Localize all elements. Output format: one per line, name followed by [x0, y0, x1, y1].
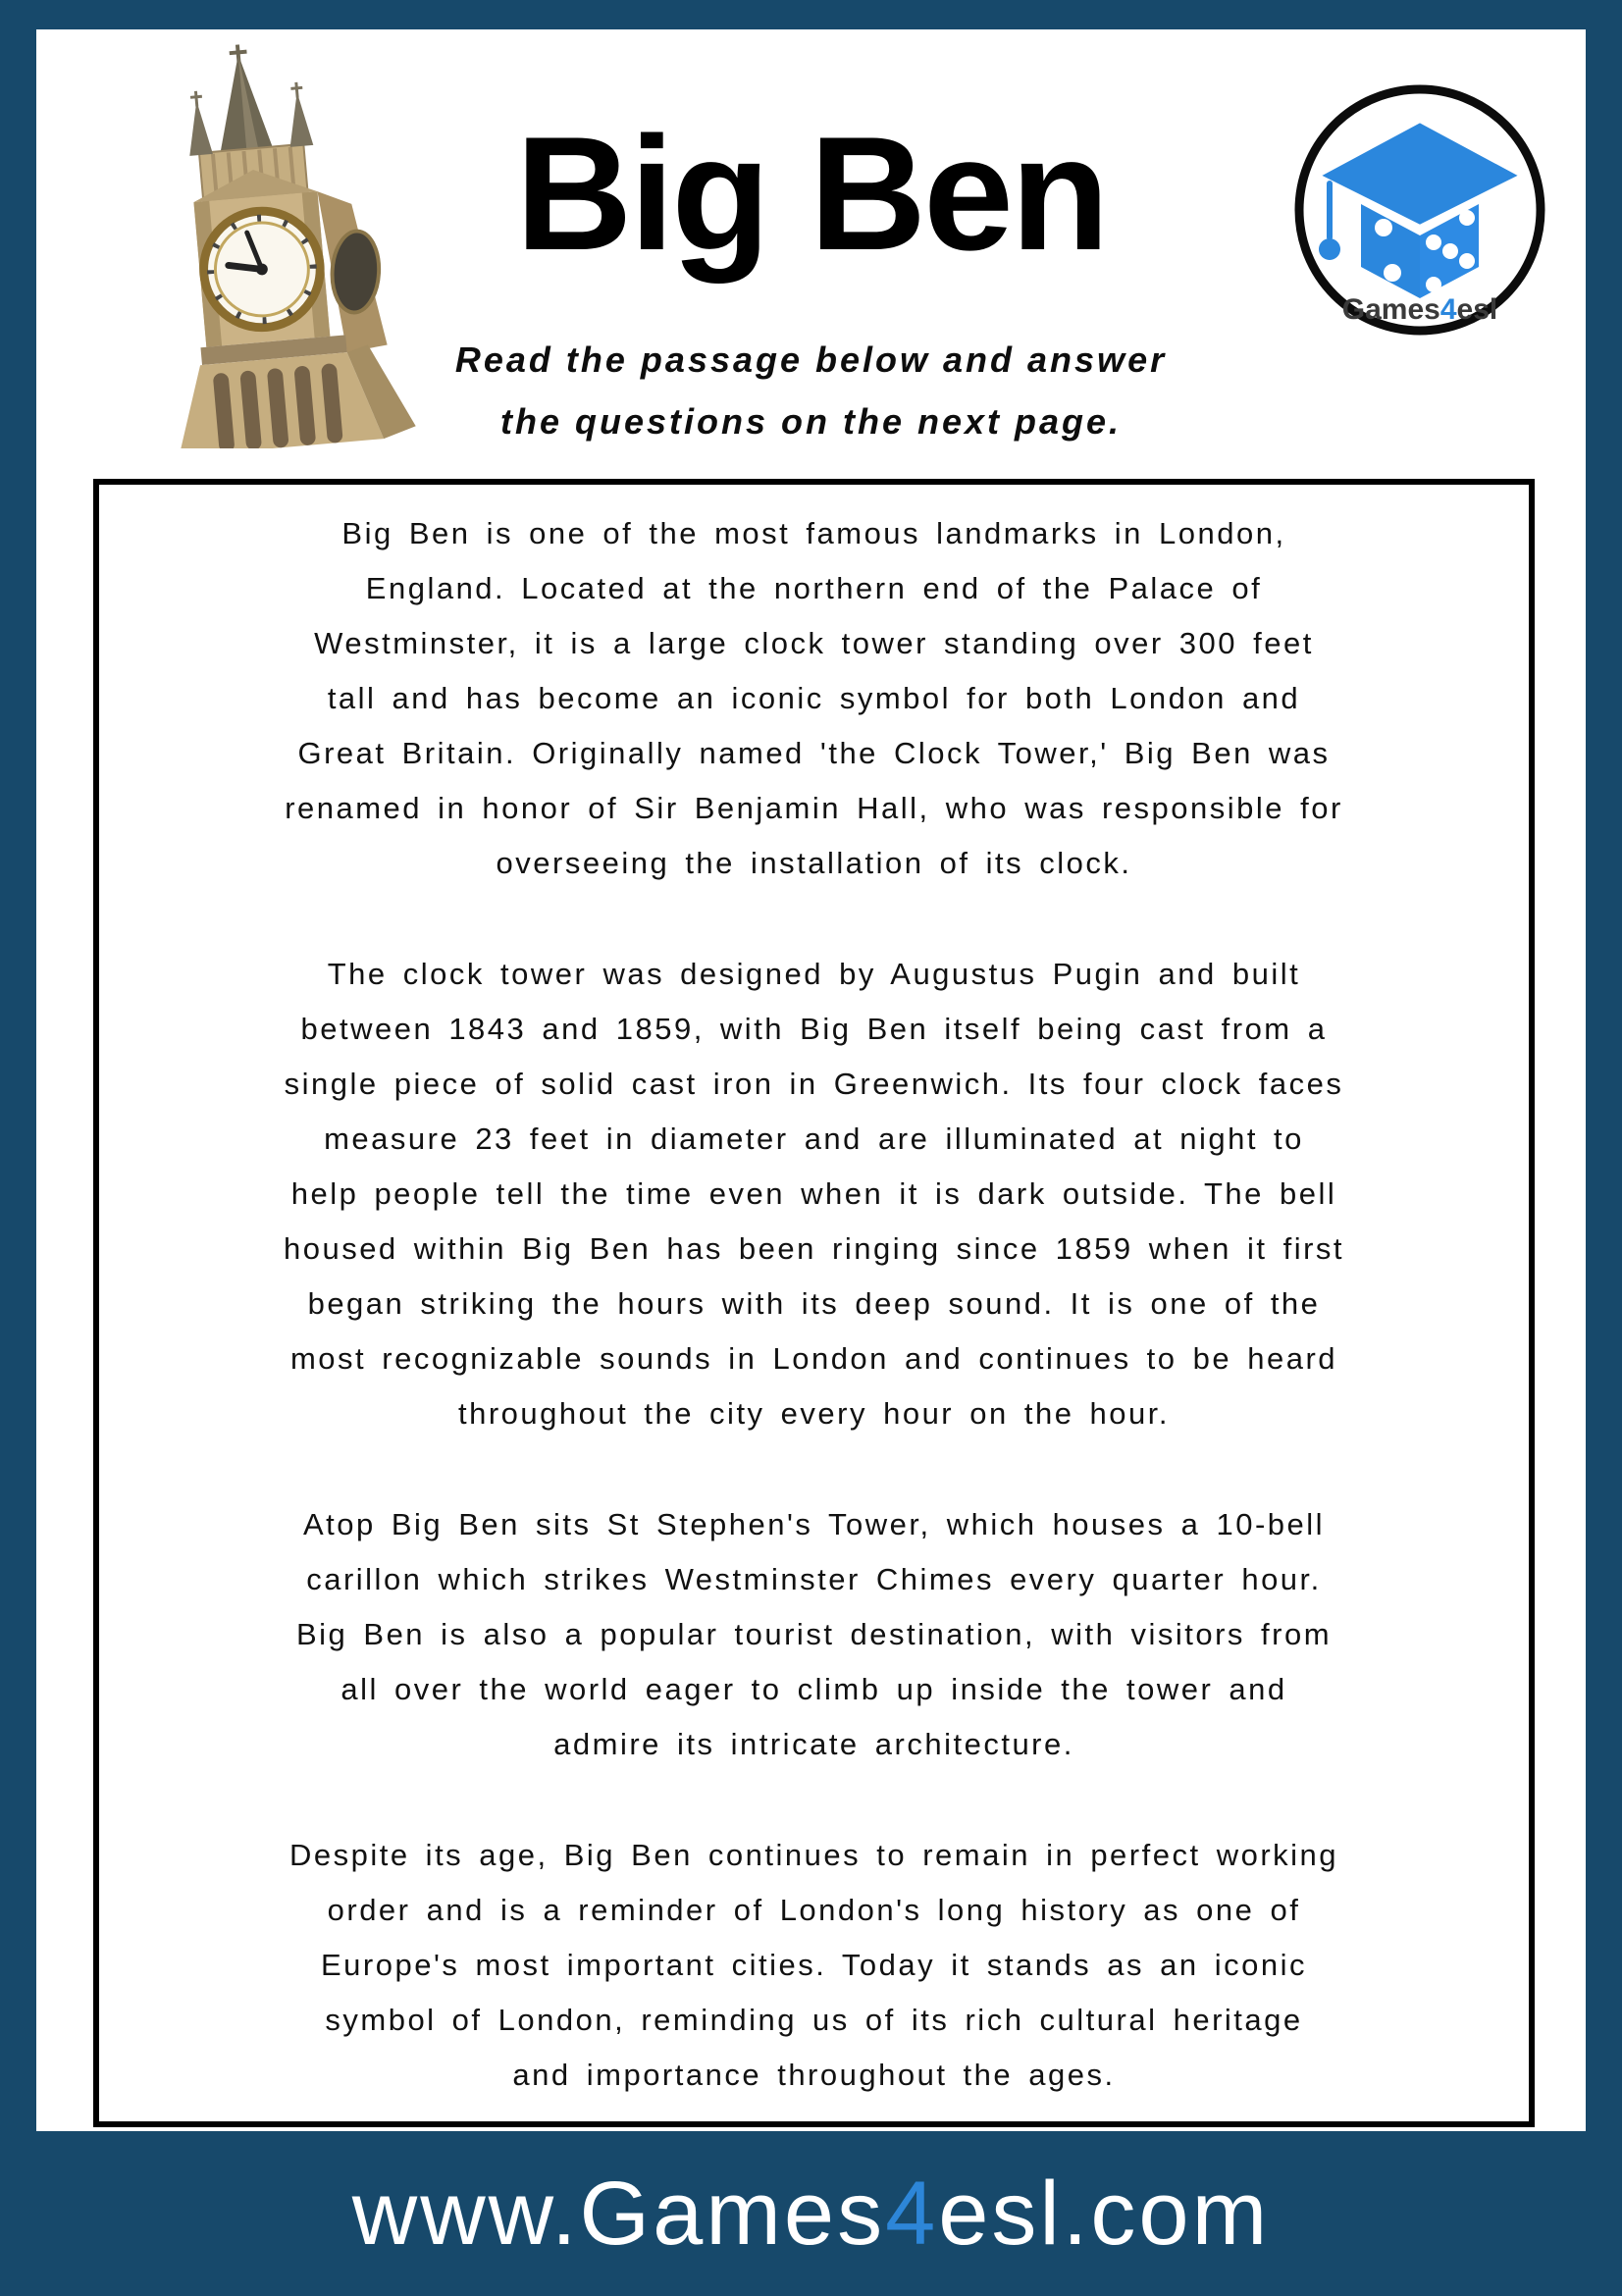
passage-text: [99, 506, 1529, 2103]
passage-line: admire its intricate architecture.: [553, 1727, 1074, 1761]
passage-paragraph: [99, 506, 1529, 891]
passage-line: The clock tower was designed by Augustus Pugin and built: [327, 957, 1301, 991]
passage-line: tall and has become an iconic symbol for both London and: [327, 681, 1301, 715]
passage-paragraph: [99, 947, 1529, 1441]
footer: [0, 2131, 1622, 2296]
passage-line: help people tell the time even when it is dark outside. The bell: [290, 1176, 1337, 1211]
passage-line: order and is a reminder of London's long history as one of: [327, 1893, 1301, 1927]
passage-line: and importance throughout the ages.: [512, 2058, 1116, 2092]
passage-paragraph: [99, 1828, 1529, 2103]
passage-line: all over the world eager to climb up inside the tower and: [340, 1672, 1287, 1706]
passage-line: renamed in honor of Sir Benjamin Hall, who was responsible for: [285, 791, 1343, 825]
passage-line: housed within Big Ben has been ringing since 1859 when it first: [283, 1231, 1345, 1266]
passage-line: overseeing the installation of its clock.: [496, 846, 1132, 880]
games4esl-logo: [1290, 80, 1549, 339]
instructions: [36, 329, 1586, 452]
instructions-line-1: Read the passage below and answer: [454, 339, 1168, 380]
passage-line: single piece of solid cast iron in Greenwich. Its four clock faces: [284, 1067, 1344, 1101]
graduation-dice-icon: [1290, 80, 1549, 339]
passage-line: began striking the hours with its deep sound. It is one of the: [307, 1286, 1321, 1321]
passage-paragraph: [99, 1497, 1529, 1772]
passage-line: carillon which strikes Westminster Chimes every quarter hour.: [306, 1562, 1322, 1596]
passage-line: Atop Big Ben sits St Stephen's Tower, which houses a 10-bell: [302, 1507, 1326, 1541]
footer-url-accent: 4: [885, 2164, 939, 2264]
instructions-line-2: the questions on the next page.: [499, 401, 1123, 442]
passage-line: symbol of London, reminding us of its rich cultural heritage: [325, 2003, 1303, 2037]
passage-line: Despite its age, Big Ben continues to remain in perfect working: [288, 1838, 1339, 1872]
page-content: [36, 29, 1586, 2131]
passage-line: Europe's most important cities. Today it stands as an iconic: [320, 1948, 1307, 1982]
passage-line: Great Britain. Originally named 'the Clock Tower,' Big Ben was: [297, 736, 1331, 770]
footer-url-suffix: esl.com: [938, 2164, 1271, 2264]
logo-wordmark: Games4esl: [1341, 293, 1498, 326]
passage-line: measure 23 feet in diameter and are illuminated at night to: [324, 1122, 1304, 1156]
passage-line: between 1843 and 1859, with Big Ben itself being cast from a: [300, 1012, 1328, 1046]
passage-line: Big Ben is one of the most famous landmarks in London,: [341, 516, 1286, 550]
footer-url: [352, 2164, 1270, 2264]
passage-box: [93, 479, 1535, 2127]
passage-line: most recognizable sounds in London and continues to be heard: [289, 1341, 1338, 1376]
passage-line: England. Located at the northern end of the Palace of: [365, 571, 1263, 605]
passage-line: Westminster, it is a large clock tower standing over 300 feet: [314, 626, 1314, 660]
page-title: Big Ben: [515, 103, 1107, 284]
footer-url-prefix: www.Games: [351, 2164, 886, 2264]
passage-line: throughout the city every hour on the hour.: [458, 1396, 1170, 1431]
passage-line: Big Ben is also a popular tourist destination, with visitors from: [295, 1617, 1333, 1651]
